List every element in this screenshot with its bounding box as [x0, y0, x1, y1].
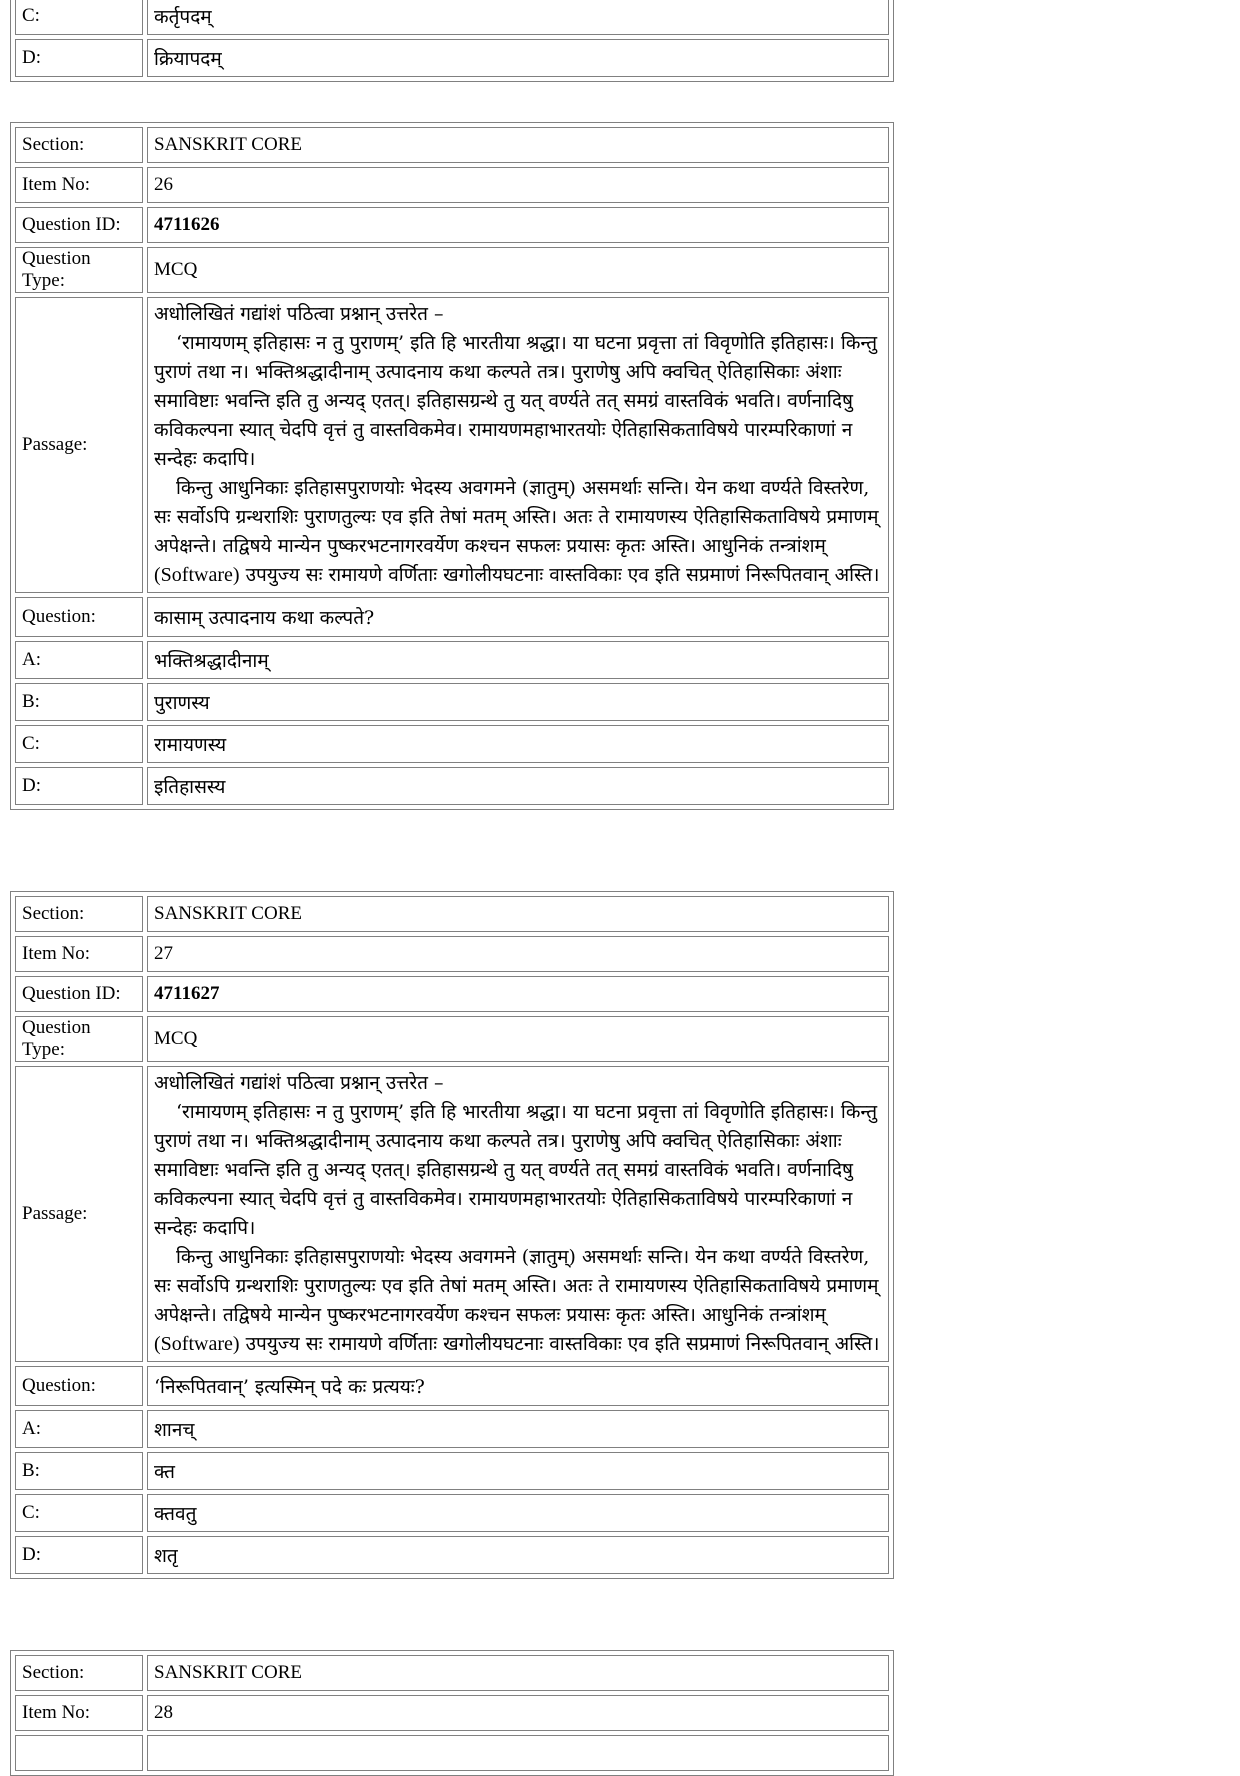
passage-text [147, 297, 889, 593]
option-a-value: भक्तिश्रद्धादीनाम् [147, 641, 889, 679]
option-b-label: B: [15, 683, 143, 721]
passage-software-term: (Software) [154, 564, 240, 586]
item-no-row [15, 936, 889, 972]
option-a-row [15, 1410, 889, 1448]
option-d-label: D: [15, 39, 143, 77]
section-label: Section: [15, 127, 143, 163]
section-value: SANSKRIT CORE [147, 896, 889, 932]
question-id-label: Question ID: [15, 207, 143, 243]
option-d-value: शतृ [147, 1536, 889, 1574]
option-b-row [15, 683, 889, 721]
question-table-27 [10, 891, 894, 1579]
question-type-label: Question Type: [15, 1016, 143, 1062]
option-d-row [15, 39, 889, 77]
option-c-value: कर्तृपदम् [147, 0, 889, 35]
option-d-row [15, 767, 889, 805]
question-label: Question: [15, 1366, 143, 1406]
section-label: Section: [15, 896, 143, 932]
option-c-row [15, 0, 889, 35]
question-label: Question: [15, 597, 143, 637]
passage-row [15, 297, 889, 593]
option-b-value: पुराणस्य [147, 683, 889, 721]
question-row [15, 1366, 889, 1406]
option-b-label: B: [15, 1452, 143, 1490]
passage-paragraph-1: ‘रामायणम् इतिहासः न तु पुराणम्’ इति हि भारतीया श्रद्धा। या घटना प्रवृत्ता तां विवृणोति इतिहासः। किन्तु पुराणं तथा न। भक्तिश्रद्धादीनाम् उत्पादनाय कथा कल्पते तत्र। पुराणेषु अपि क्वचित् ऐतिहासिकाः अंशाः समाविष्टाः भवन्ति इति तु अन्यद् एतत्। इतिहासग्रन्थे तु यत् वर्ण्यते तत् समग्रं वास्तविकं भवति। वर्णनादिषु कविकल्पना स्यात् चेदपि वृत्तं तु वास्तविकमेव। रामायणमहाभारतयोः ऐतिहासिकताविषये पारम्परिकाणां न सन्देहः कदापि। [154, 1101, 878, 1239]
option-d-label: D: [15, 1536, 143, 1574]
question-row [15, 597, 889, 637]
option-a-label: A: [15, 1410, 143, 1448]
option-a-value: शानच् [147, 1410, 889, 1448]
passage-label: Passage: [15, 297, 143, 593]
question-type-value: MCQ [147, 247, 889, 293]
option-d-value: इतिहासस्य [147, 767, 889, 805]
option-c-value: रामायणस्य [147, 725, 889, 763]
passage-intro: अधोलिखितं गद्यांशं पठित्वा प्रश्नान् उत्तरेत – [154, 303, 444, 325]
item-no-row [15, 1695, 889, 1731]
question-id-value: 4711627 [147, 976, 889, 1012]
passage-software-term: (Software) [154, 1333, 240, 1355]
question-id-row [15, 976, 889, 1012]
item-no-label: Item No: [15, 936, 143, 972]
option-b-row [15, 1452, 889, 1490]
passage-row [15, 1066, 889, 1362]
passage-paragraph-2-part-b: उपयुज्य सः रामायणे वर्णिताः खगोलीयघटनाः वास्तविकाः एव इति सप्रमाणं निरूपितवान् अस्ति। [245, 564, 880, 586]
question-type-row [15, 247, 889, 293]
question-id-value: 4711626 [147, 207, 889, 243]
option-d-row [15, 1536, 889, 1574]
option-b-value: क्त [147, 1452, 889, 1490]
option-d-label: D: [15, 767, 143, 805]
question-table-28 [10, 1650, 894, 1776]
item-no-value: 26 [147, 167, 889, 203]
option-c-value: क्तवतु [147, 1494, 889, 1532]
question-type-value: MCQ [147, 1016, 889, 1062]
passage-paragraph-2 [154, 474, 882, 590]
question-id-row [15, 207, 889, 243]
section-row [15, 1655, 889, 1691]
section-label: Section: [15, 1655, 143, 1691]
passage-label: Passage: [15, 1066, 143, 1362]
section-row [15, 896, 889, 932]
question-type-row [15, 1016, 889, 1062]
question-text: कासाम् उत्पादनाय कथा कल्पते? [147, 597, 889, 637]
option-c-row [15, 1494, 889, 1532]
question-id-label [15, 1735, 143, 1771]
passage-paragraph-2-part-b: उपयुज्य सः रामायणे वर्णिताः खगोलीयघटनाः वास्तविकाः एव इति सप्रमाणं निरूपितवान् अस्ति। [245, 1333, 880, 1355]
passage-paragraph-2 [154, 1243, 882, 1359]
option-c-row [15, 725, 889, 763]
question-type-label: Question Type: [15, 247, 143, 293]
option-a-label: A: [15, 641, 143, 679]
item-no-value: 27 [147, 936, 889, 972]
option-c-label: C: [15, 1494, 143, 1532]
question-id-label: Question ID: [15, 976, 143, 1012]
item-no-label: Item No: [15, 1695, 143, 1731]
section-value: SANSKRIT CORE [147, 1655, 889, 1691]
section-value: SANSKRIT CORE [147, 127, 889, 163]
option-d-value: क्रियापदम् [147, 39, 889, 77]
passage-paragraph-2-part-a: किन्तु आधुनिकाः इतिहासपुराणयोः भेदस्य अवगमने (ज्ञातुम्) असमर्थाः सन्ति। येन कथा वर्ण्यते विस्तरेण, सः सर्वोऽपि ग्रन्थराशिः पुराणतुल्यः एव इति तेषां मतम् अस्ति। अतः ते रामायणस्य ऐतिहासिकताविषये प्रमाणम् अपेक्षन्ते। तद्विषये मान्येन पुष्करभटनागरवर्येण कश्चन सफलः प्रयासः कृतः अस्ति। आधुनिकं तन्त्रांशम् [154, 1246, 879, 1326]
section-row [15, 127, 889, 163]
question-text: ‘निरूपितवान्’ इत्यस्मिन् पदे कः प्रत्ययः? [147, 1366, 889, 1406]
passage-intro: अधोलिखितं गद्यांशं पठित्वा प्रश्नान् उत्तरेत – [154, 1072, 444, 1094]
option-a-row [15, 641, 889, 679]
option-c-label: C: [15, 0, 143, 35]
item-no-value: 28 [147, 1695, 889, 1731]
question-id-row [15, 1735, 889, 1771]
item-no-row [15, 167, 889, 203]
option-c-label: C: [15, 725, 143, 763]
question-table-26 [10, 122, 894, 810]
previous-question-table [10, 0, 894, 82]
passage-paragraph-2-part-a: किन्तु आधुनिकाः इतिहासपुराणयोः भेदस्य अवगमने (ज्ञातुम्) असमर्थाः सन्ति। येन कथा वर्ण्यते विस्तरेण, सः सर्वोऽपि ग्रन्थराशिः पुराणतुल्यः एव इति तेषां मतम् अस्ति। अतः ते रामायणस्य ऐतिहासिकताविषये प्रमाणम् अपेक्षन्ते। तद्विषये मान्येन पुष्करभटनागरवर्येण कश्चन सफलः प्रयासः कृतः अस्ति। आधुनिकं तन्त्रांशम् [154, 477, 879, 557]
question-id-value [147, 1735, 889, 1771]
passage-text [147, 1066, 889, 1362]
item-no-label: Item No: [15, 167, 143, 203]
passage-paragraph-1: ‘रामायणम् इतिहासः न तु पुराणम्’ इति हि भारतीया श्रद्धा। या घटना प्रवृत्ता तां विवृणोति इतिहासः। किन्तु पुराणं तथा न। भक्तिश्रद्धादीनाम् उत्पादनाय कथा कल्पते तत्र। पुराणेषु अपि क्वचित् ऐतिहासिकाः अंशाः समाविष्टाः भवन्ति इति तु अन्यद् एतत्। इतिहासग्रन्थे तु यत् वर्ण्यते तत् समग्रं वास्तविकं भवति। वर्णनादिषु कविकल्पना स्यात् चेदपि वृत्तं तु वास्तविकमेव। रामायणमहाभारतयोः ऐतिहासिकताविषये पारम्परिकाणां न सन्देहः कदापि। [154, 332, 878, 470]
